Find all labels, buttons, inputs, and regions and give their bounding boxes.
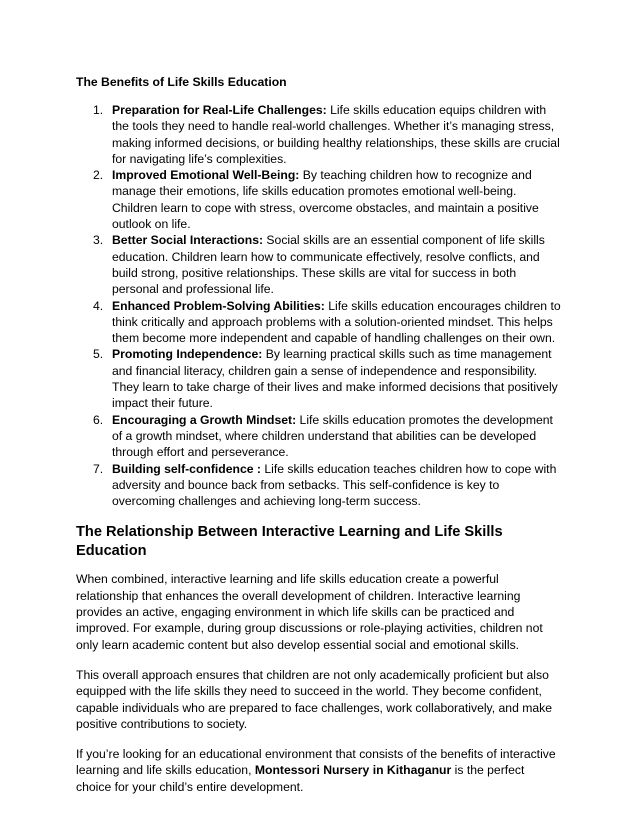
list-item	[76, 232, 562, 297]
list-item-title: Preparation for Real-Life Challenges:	[112, 103, 327, 117]
relationship-heading: The Relationship Between Interactive Learning and Life Skills Education	[76, 524, 503, 560]
nursery-name: Montessori Nursery in Kithaganur	[254, 763, 452, 778]
list-item	[76, 346, 562, 411]
list-item	[76, 298, 562, 347]
list-item-text: By teaching children how to recognize and manage their emotions, life skills education promotes emotional well-being. Children learn to cope with stress, overcome obstacles, and maintain a positive outlook on life.	[112, 168, 539, 232]
list-item-text: By learning practical skills such as time management and financial literacy, children gain a sense of independence and responsibility. They learn to take charge of their lives and make informed decisions that positively impact their future.	[112, 347, 558, 411]
list-item-title: Encouraging a Growth Mindset:	[112, 412, 297, 427]
list-number: 5.	[93, 347, 104, 362]
list-item	[76, 412, 562, 461]
list-item-text: Life skills education teaches children how to cope with adversity and bounce back from setbacks. This self-confidence is key to overcoming challenges and achieving long-term success.	[112, 461, 557, 509]
paragraph-text: is the perfect choice for your child’s entire development.	[76, 763, 525, 794]
list-number: 4.	[93, 298, 104, 313]
list-item	[76, 167, 562, 232]
list-item-title: Better Social Interactions:	[112, 233, 264, 248]
list-number: 2.	[93, 168, 104, 183]
paragraph-recommendation	[76, 746, 562, 795]
paragraph-text: If you’re looking for an educational environment that consists of the benefits of interactive learning and life skills education,	[76, 747, 556, 778]
paragraph-combined: When combined, interactive learning and life skills education create a powerful relationship that enhances the overall development of children. Interactive learning provides an active, engaging environment in which life skills can be practiced and improved. For example, during group discussions or role-playing activities, children not only learn academic content but also develop essential social and emotional skills.	[76, 572, 543, 652]
paragraph-approach: This overall approach ensures that children are not only academically proficient but also equipped with the life skills they need to succeed in the world. They become confident, capable individuals who are prepared to face challenges, work collaboratively, and make positive contributions to society.	[76, 667, 553, 731]
list-number: 7.	[93, 461, 104, 476]
list-item-text: Life skills education encourages children to think critically and approach problems with a solution-oriented mindset. This helps them become more independent and capable of handling challenges on their own.	[112, 298, 561, 346]
list-item	[76, 461, 562, 510]
list-number: 6.	[93, 412, 104, 427]
benefits-heading: The Benefits of Life Skills Education	[76, 75, 287, 89]
list-number: 3.	[93, 233, 104, 248]
list-item-title: Enhanced Problem-Solving Abilities:	[112, 298, 325, 313]
list-item-title: Promoting Independence:	[112, 347, 263, 362]
list-number: 1.	[93, 103, 104, 117]
benefits-list	[76, 102, 562, 509]
list-item-title: Improved Emotional Well-Being:	[112, 168, 300, 183]
list-item-text: Social skills are an essential component of life skills education. Children learn how to communicate effectively, resolve conflicts, and build strong, positive relationships. These skills are vital for success in both personal and professional life.	[112, 233, 545, 297]
list-item-title: Building self-confidence :	[112, 461, 261, 476]
list-item	[76, 102, 562, 167]
list-item-text: Life skills education promotes the development of a growth mindset, where children understand that abilities can be developed through effort and perseverance.	[112, 412, 553, 460]
list-item-text: Life skills education equips children with the tools they need to handle real-world challenges. Whether it’s managing stress, making informed decisions, or building healthy relationships, these skills are crucial for navigating life’s complexities.	[112, 103, 560, 166]
